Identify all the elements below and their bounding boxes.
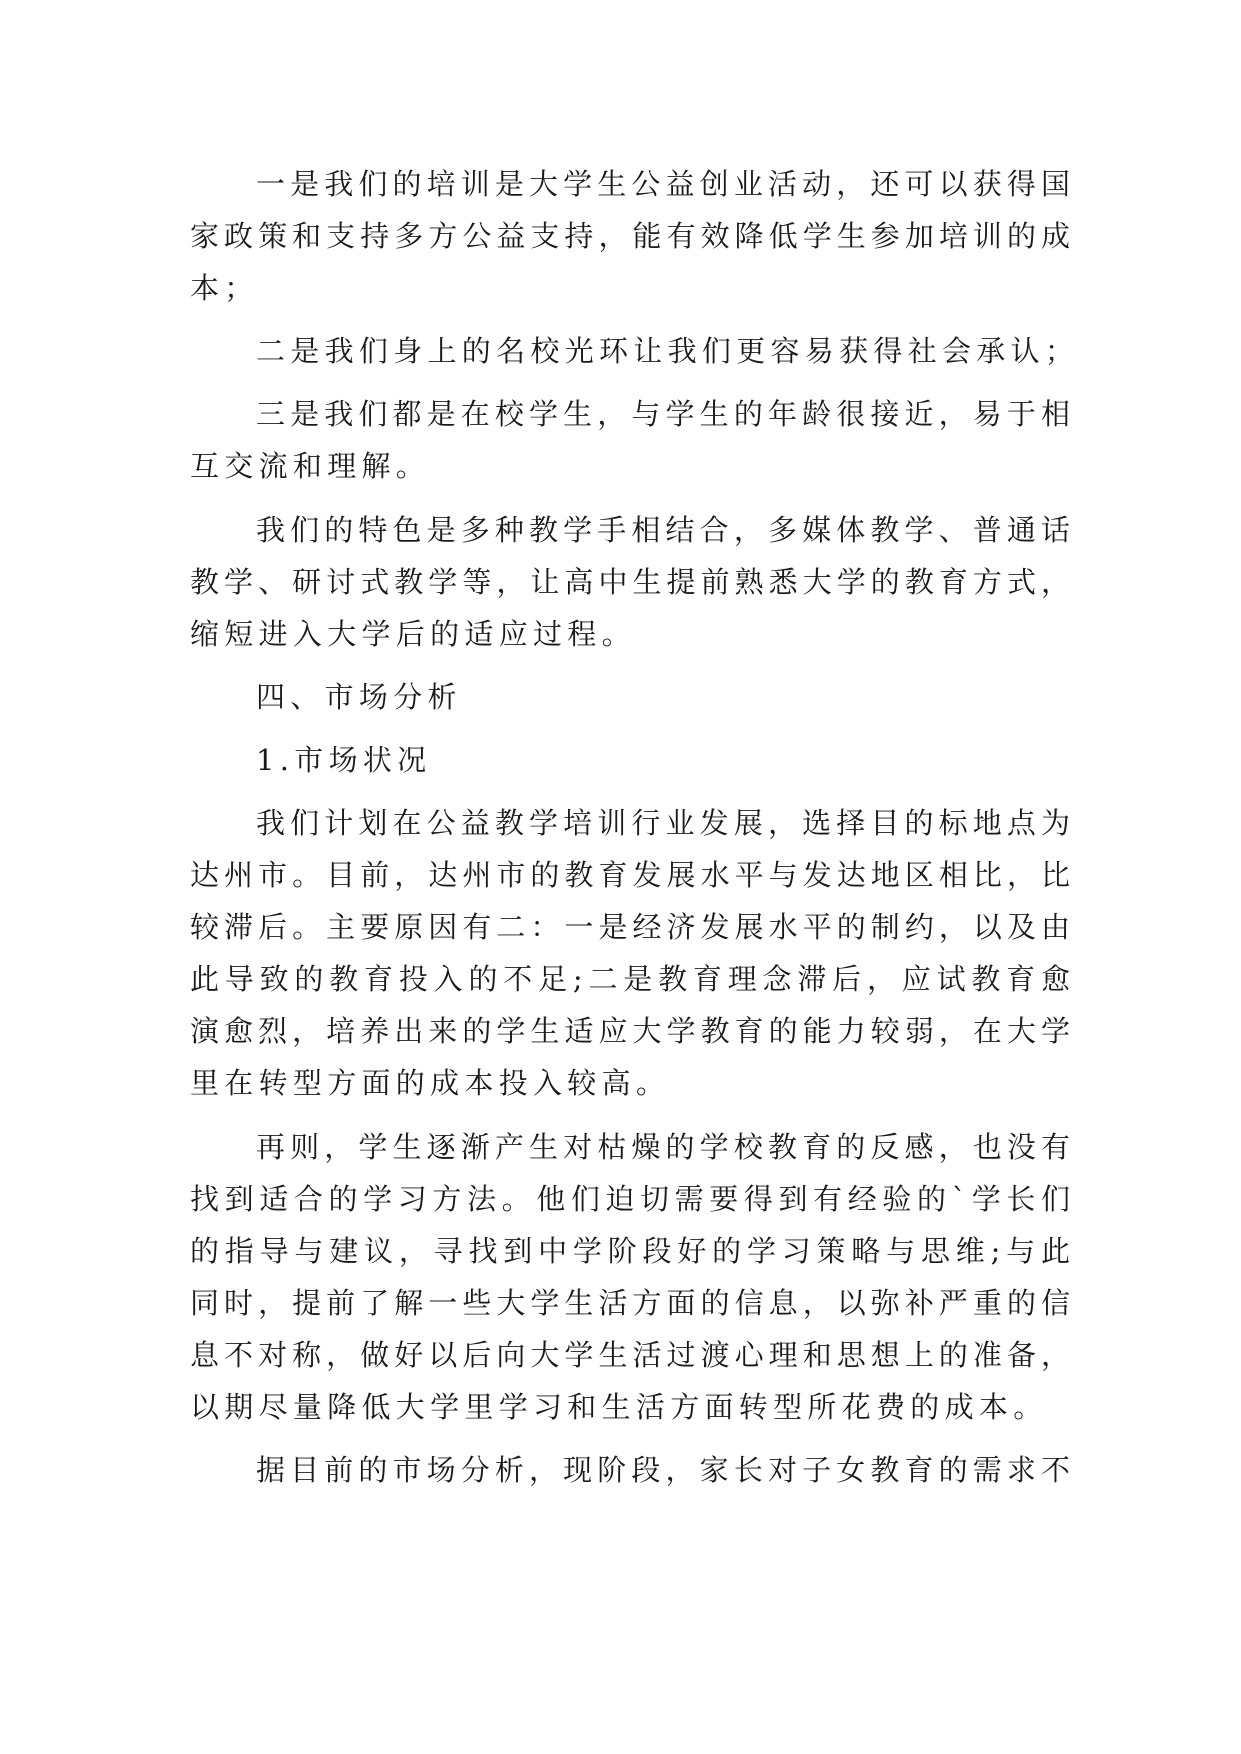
paragraph-line: 家政策和支持多方公益支持，能有效降低学生参加培训的成: [190, 219, 1070, 253]
paragraph-line: 同时，提前了解一些大学生活方面的信息，以弥补严重的信: [190, 1286, 1070, 1320]
paragraph-line: 我们的特色是多种教学手相结合，多媒体教学、普通话: [256, 513, 1070, 547]
paragraph-line: 达州市。目前，达州市的教育发展水平与发达地区相比，比: [190, 858, 1070, 892]
section-heading: 四、市场分析: [256, 680, 462, 714]
paragraph-line: 的指导与建议，寻找到中学阶段好的学习策略与思维;与此: [190, 1234, 1070, 1268]
paragraph-line: 我们计划在公益教学培训行业发展，选择目的标地点为: [256, 806, 1070, 840]
paragraph-line: 以期尽量降低大学里学习和生活方面转型所花费的成本。: [190, 1390, 1048, 1424]
paragraph-line: 互交流和理解。: [190, 449, 431, 483]
subsection-heading: 1.市场状况: [256, 743, 432, 777]
paragraph-line: 此导致的教育投入的不足;二是教育理念滞后，应试教育愈: [190, 962, 1070, 996]
paragraph-line: 演愈烈，培养出来的学生适应大学教育的能力较弱，在大学: [190, 1014, 1070, 1048]
paragraph-line: 教学、研讨式教学等，让高中生提前熟悉大学的教育方式，: [190, 565, 1070, 599]
paragraph-line: 二是我们身上的名校光环让我们更容易获得社会承认；: [256, 334, 1080, 368]
paragraph-line: 本；: [190, 271, 259, 305]
paragraph-line: 据目前的市场分析，现阶段，家长对子女教育的需求不: [256, 1453, 1070, 1487]
paragraph-line: 里在转型方面的成本投入较高。: [190, 1066, 671, 1100]
paragraph-line: 三是我们都是在校学生，与学生的年龄很接近，易于相: [256, 397, 1070, 431]
paragraph-line: 找到适合的学习方法。他们迫切需要得到有经验的`学长们: [190, 1182, 1070, 1216]
paragraph-line: 缩短进入大学后的适应过程。: [190, 617, 636, 651]
paragraph-line: 息不对称，做好以后向大学生活过渡心理和思想上的准备，: [190, 1338, 1070, 1372]
paragraph-line: 再则，学生逐渐产生对枯燥的学校教育的反感，也没有: [256, 1130, 1070, 1164]
paragraph-line: 较滞后。主要原因有二：一是经济发展水平的制约，以及由: [190, 910, 1070, 944]
paragraph-line: 一是我们的培训是大学生公益创业活动，还可以获得国: [256, 167, 1070, 201]
